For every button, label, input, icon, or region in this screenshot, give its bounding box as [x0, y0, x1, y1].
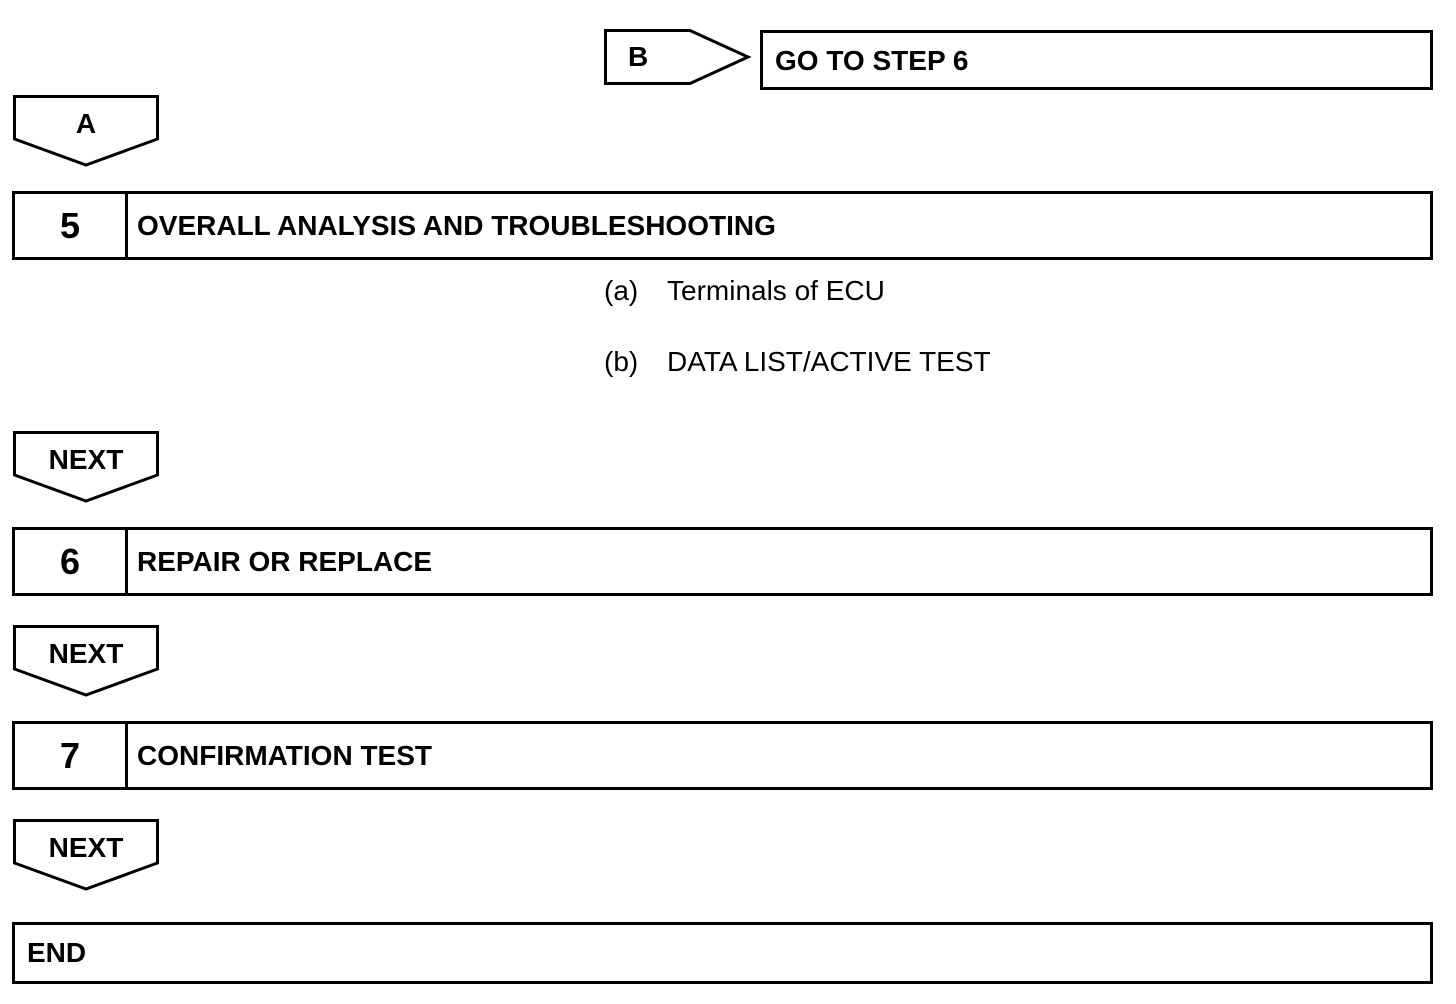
next-label-1: NEXT: [48, 444, 124, 475]
next-arrow-3: [13, 819, 159, 891]
item-a-text: Terminals of ECU: [667, 275, 885, 306]
step-6-box: [12, 527, 1433, 596]
next-label-3: NEXT: [48, 832, 124, 863]
step-6-number: 6: [15, 530, 128, 593]
branch-b-arrow: [604, 29, 750, 85]
branch-a-arrow: [13, 95, 159, 167]
branch-a-label: A: [75, 108, 97, 139]
step-5-title: OVERALL ANALYSIS AND TROUBLESHOOTING: [137, 209, 776, 241]
next-arrow-1: [13, 431, 159, 503]
item-b-letter: (b): [604, 346, 639, 377]
item-a-letter: (a): [604, 275, 639, 306]
step-7-title: CONFIRMATION TEST: [137, 739, 433, 771]
go-to-step-text: GO TO STEP 6: [775, 45, 969, 76]
step-5-box: [12, 191, 1433, 260]
branch-b-label: B: [628, 41, 649, 72]
next-label-2: NEXT: [48, 638, 124, 669]
step-7-number: 7: [15, 724, 128, 787]
right-arrow-shape: [604, 29, 750, 85]
item-b-text: DATA LIST/ACTIVE TEST: [667, 346, 991, 377]
step-7-box: [12, 721, 1433, 790]
end-label: END: [27, 937, 87, 968]
end-box: [12, 922, 1433, 984]
next-arrow-2: [13, 625, 159, 697]
step-5-number: 5: [15, 194, 128, 257]
go-to-step-box: [760, 30, 1433, 90]
step-6-title: REPAIR OR REPLACE: [137, 545, 433, 577]
